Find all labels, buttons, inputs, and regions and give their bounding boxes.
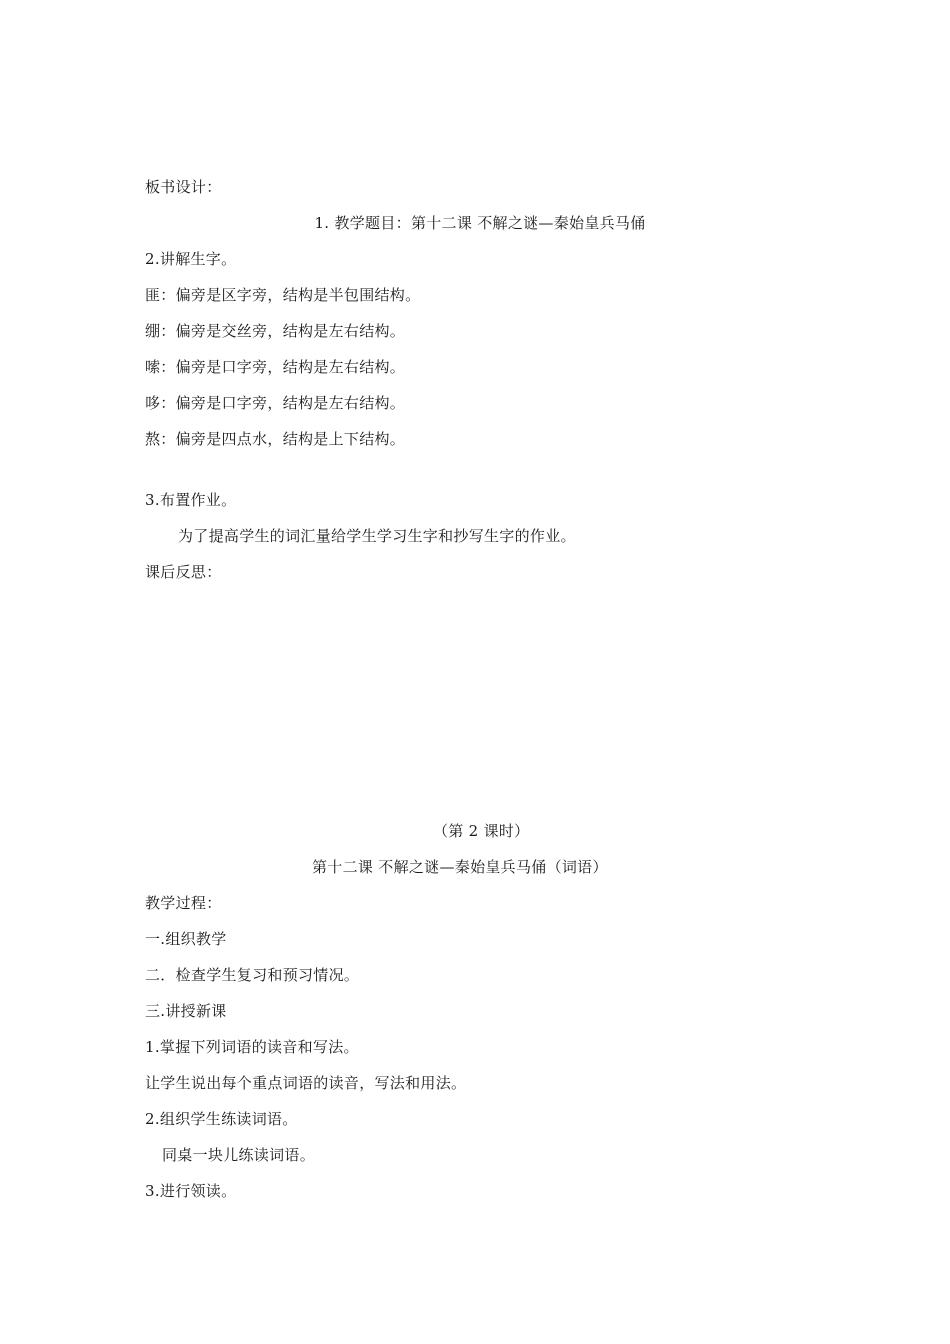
process-item: 二．检查学生复习和预习情况。: [145, 966, 360, 984]
lesson-topic: 1. 教学题目：第十二课 不解之谜—秦始皇兵马俑: [314, 214, 646, 232]
period-label: （第 2 课时）: [433, 822, 530, 840]
board-design-heading: 板书设计：: [145, 178, 222, 196]
character-item: 嗦：偏旁是口字旁，结构是左右结构。: [145, 358, 406, 376]
step-homework: 3.布置作业。: [145, 491, 237, 509]
process-item: 三.讲授新课: [145, 1002, 227, 1020]
process-item: 同桌一块儿练读词语。: [162, 1146, 316, 1164]
process-item: 一.组织教学: [145, 930, 227, 948]
character-item: 匪：偏旁是区字旁，结构是半包围结构。: [145, 286, 421, 304]
process-heading: 教学过程：: [145, 894, 222, 912]
process-item: 2.组织学生练读词语。: [145, 1110, 298, 1128]
reflection-heading: 课后反思：: [145, 563, 222, 581]
lesson2-title: 第十二课 不解之谜—秦始皇兵马俑（词语）: [312, 858, 608, 876]
process-item: 1.掌握下列词语的读音和写法。: [145, 1038, 359, 1056]
character-item: 熬：偏旁是四点水，结构是上下结构。: [145, 430, 406, 448]
character-item: 绷：偏旁是交丝旁，结构是左右结构。: [145, 322, 406, 340]
character-item: 哆：偏旁是口字旁，结构是左右结构。: [145, 394, 406, 412]
process-item: 让学生说出每个重点词语的读音，写法和用法。: [145, 1074, 467, 1092]
homework-text: 为了提高学生的词汇量给学生学习生字和抄写生字的作业。: [178, 527, 576, 545]
step-explain-characters: 2.讲解生字。: [145, 250, 237, 268]
process-item: 3.进行领读。: [145, 1182, 237, 1200]
